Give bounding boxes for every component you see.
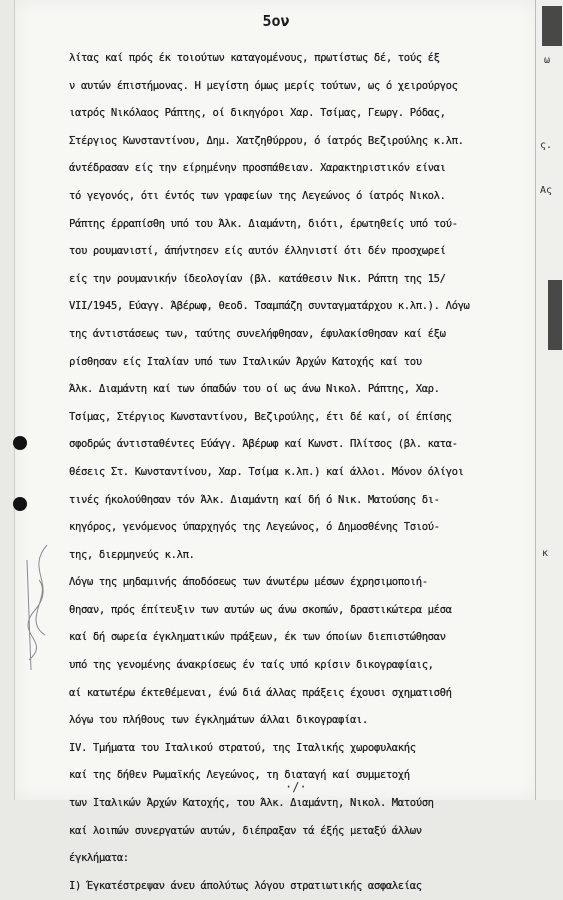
text-line: του ρουμανιστί, άπήντησεν είς αυτόν έλληνιστί ότι δέν προσχωρεί [69, 245, 446, 258]
text-line: αί κατωτέρω έκτεθέμεναι, ένώ διά άλλας πράξεις έχουσι σχηματισθή [69, 686, 452, 699]
edge-mark-1: ς. [540, 140, 553, 151]
edge-mark-3: κ [542, 548, 549, 559]
text-line: IV. Τμήματα του Ιταλικού στρατού, της Ιταλικής χωροφυλακής [69, 741, 416, 754]
underlying-page-edge [535, 0, 563, 800]
text-line: έγκλήματα: [69, 852, 129, 865]
text-line: Ράπτης έρραπίσθη υπό του Άλκ. Διαμάντη, διότι, έρωτηθείς υπό τού- [69, 217, 458, 230]
text-line: υπό της γενομένης άνακρίσεως έν ταίς υπό κρίσιν δικογραφίαις, [69, 659, 434, 672]
footer-mark: ·/· [285, 780, 307, 794]
text-line: Τσίμας, Στέργιος Κωνσταντίνου, Βεζιρούλης, έτι δέ καί, οί έπίσης [69, 410, 452, 423]
margin-scribble-icon [17, 540, 67, 680]
text-line: τό γεγονός, ότι έντός των γραφείων της Λεγεώνος ό ίατρός Νικολ. [69, 189, 446, 202]
text-line: της, διερμηνεύς κ.λπ. [69, 548, 195, 561]
text-line: λόγω του πλήθους των έγκλημάτων άλλαι δικογραφίαι. [69, 714, 368, 727]
text-line: λίτας καί πρός έκ τοιούτων καταγομένους, πρωτίστως δέ, τούς έξ [69, 52, 440, 64]
dark-edge-block-mid [548, 280, 562, 350]
text-line: καί δή σωρεία έγκληματικών πράξεων, έκ των όποίων διεπιστώθησαν [69, 631, 446, 644]
text-line: Λόγω της μηδαμινής άποδόσεως των άνωτέρω μέσων έχρησιμοποιή- [69, 576, 428, 589]
text-line: σφοδρώς άντισταθέντες Εύάγγ. Άβέρωφ καί Κωνστ. Πλίτσος (βλ. κατα- [69, 438, 458, 451]
document-page [14, 0, 537, 892]
text-line: VII/1945, Εύαγγ. Άβέρωφ, θεοδ. Τσαμπάζη συνταγματάρχου κ.λπ.). Λόγω [69, 300, 470, 313]
text-line: θησαν, πρός έπίτευξιν των αυτών ως άνω σκοπών, δραστικώτερα μέσα [69, 603, 452, 616]
page-number: 5ον [262, 12, 290, 30]
punch-hole-top [13, 436, 27, 450]
text-line: Στέργιος Κωνσταντίνου, Δημ. Χατζηθύρρου, ό ίατρός Βεζιρούλης κ.λπ. [69, 134, 464, 147]
text-line: ρίσθησαν είς Ιταλίαν υπό των Ιταλικών Άρχών Κατοχής καί του [69, 355, 422, 368]
text-line: καί της δήθεν Ρωμαϊκής Λεγεώνος, τη διαταγή καί συμμετοχή [69, 769, 410, 782]
text-line: κηγόρος, γενόμενος ύπαρχηγός της Λεγεώνος, ό Δημοσθένης Τσιού- [69, 521, 440, 534]
text-line: της άντιστάσεως των, ταύτης συνελήφθησαν, έφυλακίσθησαν καί έξω [69, 327, 446, 340]
text-line: Άλκ. Διαμάντη καί των όπαδών του οί ως άνω Νικολ. Ράπτης, Χαρ. [69, 383, 440, 396]
text-line: καί λοιπών συνεργατών αυτών, διέπραξαν τά έξής μεταξύ άλλων [69, 824, 422, 837]
text-body [69, 45, 539, 900]
text-line: θέσεις Στ. Κωνσταντίνου, Χαρ. Τσίμα κ.λπ.) καί άλλοι. Μόνον όλίγοι [69, 465, 464, 478]
text-line: τινές ήκολούθησαν τόν Άλκ. Διαμάντη καί δή ό Νικ. Ματούσης δι- [69, 493, 440, 506]
edge-mark-2: Ας [540, 185, 553, 196]
punch-hole-bottom [13, 497, 27, 511]
text-line: των Ιταλικών Άρχών Κατοχής, του Άλκ. Διαμάντη, Νικολ. Ματούση [69, 797, 434, 810]
edge-mark-top: ω [544, 55, 551, 66]
text-line: άντέδρασαν είς την είρημένην προσπάθειαν. Χαρακτηριστικόν είναι [69, 162, 446, 175]
text-line: είς την ρουμανικήν ίδεολογίαν (βλ. κατάθεσιν Νικ. Ράπτη της 15/ [69, 272, 446, 285]
text-line: ιατρός Νικόλαος Ράπτης, οί δικηγόροι Χαρ. Τσίμας, Γεωργ. Ρόδας, [69, 107, 446, 120]
dark-edge-block-top [542, 6, 562, 46]
text-line: ν αυτών έπιστήμονας. Η μεγίστη όμως μερίς τούτων, ως ό χειρούργος [69, 79, 458, 92]
text-line: I) Έγκατέστρεψαν άνευ άπολύτως λόγου στρατιωτικής ασφαλείας [69, 879, 422, 892]
